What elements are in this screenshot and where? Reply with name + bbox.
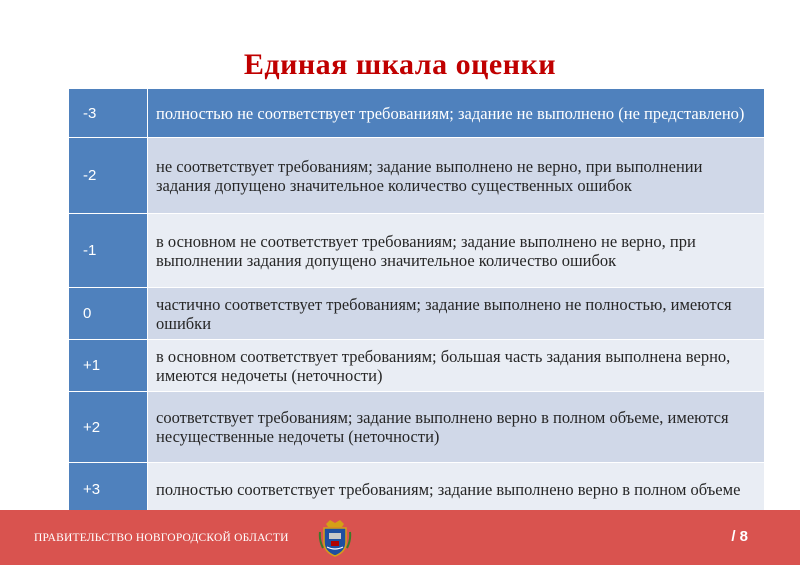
grade-cell: +3 [69, 463, 148, 516]
grade-cell: -1 [69, 214, 148, 288]
description-cell: соответствует требованиям; задание выполнено верно в полном объеме, имеются несущественные недочеты (неточности) [148, 392, 765, 463]
description-cell: полностью соответствует требованиям; задание выполнено верно в полном объеме [148, 463, 765, 516]
footer-bar [0, 510, 800, 565]
table-row [69, 340, 765, 392]
table-row [69, 214, 765, 288]
grade-cell: -2 [69, 138, 148, 214]
table-row [69, 138, 765, 214]
table-row [69, 89, 765, 138]
description-cell: не соответствует требованиям; задание выполнено не верно, при выполнении задания допущено значительное количество существенных ошибок [148, 138, 765, 214]
page-number: / 8 [731, 528, 748, 545]
description-cell: частично соответствует требованиям; задание выполнено не полностью, имеются ошибки [148, 288, 765, 340]
description-cell: в основном соответствует требованиям; большая часть задания выполнена верно, имеются недочеты (неточности) [148, 340, 765, 392]
coat-of-arms-icon [318, 518, 352, 558]
table-row [69, 288, 765, 340]
slide-title: Единая шкала оценки [243, 48, 557, 81]
grade-cell: +2 [69, 392, 148, 463]
description-cell: в основном не соответствует требованиям; задание выполнено не верно, при выполнении задания допущено значительное количество ошибок [148, 214, 765, 288]
grading-scale-table [68, 88, 765, 516]
table-row [69, 392, 765, 463]
grade-cell: 0 [69, 288, 148, 340]
table-row [69, 463, 765, 516]
grade-cell: -3 [69, 89, 148, 138]
grade-cell: +1 [69, 340, 148, 392]
organization-name: ПРАВИТЕЛЬСТВО НОВГОРОДСКОЙ ОБЛАСТИ [34, 532, 289, 544]
description-cell: полностью не соответствует требованиям; задание не выполнено (не представлено) [148, 89, 765, 138]
